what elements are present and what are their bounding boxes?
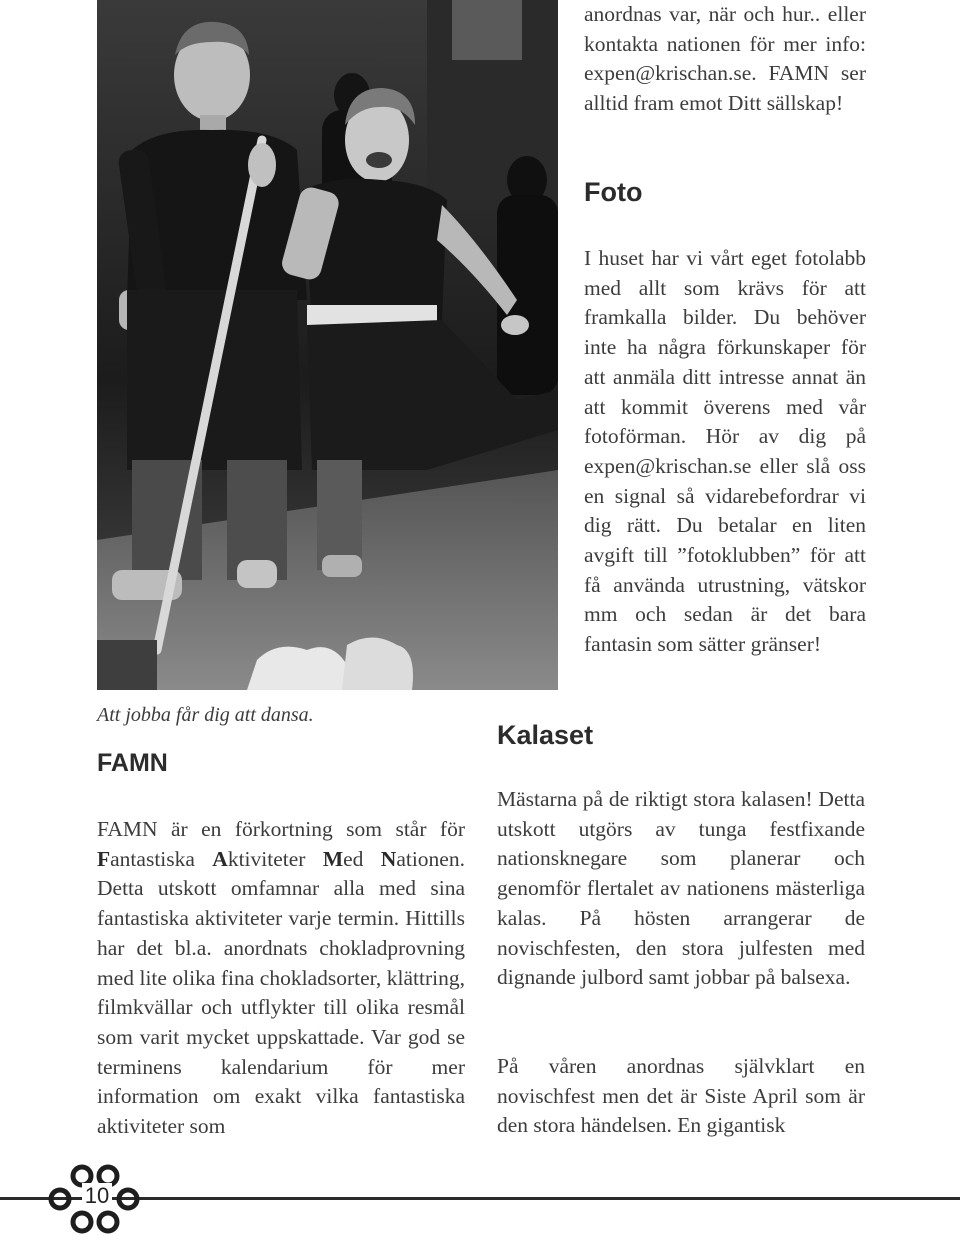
famn-continuation-paragraph: anordnas var, när och hur.. eller kontakta nationen för mer info: expen@krischan.se. FAMN ser alltid fram emot Ditt sällskap!: [584, 2, 866, 116]
famn-word-f: antastiska: [110, 846, 213, 871]
famn-paragraph: [97, 815, 465, 1142]
famn-initial-a: A: [212, 846, 228, 871]
famn-body: [97, 815, 465, 1142]
famn-word-a: ktiviteter: [227, 846, 323, 871]
kalaset-body-2: [497, 1052, 865, 1141]
page-number: 10: [82, 1183, 112, 1209]
famn-heading: FAMN: [97, 749, 168, 777]
kalaset-heading: Kalaset: [497, 720, 594, 750]
foto-heading: Foto: [584, 177, 643, 207]
famn-initial-n: N: [380, 846, 397, 871]
footer-rule: [0, 1197, 960, 1200]
famn-text-start: FAMN är en förkortning som står för: [97, 817, 465, 841]
famn-word-n: ationen.: [396, 846, 465, 871]
kalaset-paragraph-2: På våren anordnas självklart en novischfest men det är Siste April som är den stora händelsen. En gigantisk: [497, 1054, 865, 1138]
famn-text-rest: Detta utskott omfamnar alla med sina fantastiska aktiviteter varje termin. Hittills har det bl.a. anordnats chokladprovning med lite olika fina chokladsorter, klättring, filmkvällar och utflykter till olika resmål som varit mycket uppskattade. Var god se terminens kalendarium för mer information om exakt vilka fantastiska aktiviteter som: [97, 876, 465, 1139]
famn-initial-f: F: [97, 846, 111, 871]
photo-caption: Att jobba får dig att dansa.: [97, 704, 314, 726]
dancing-photo: [97, 0, 558, 690]
right-column-foto: [584, 244, 866, 660]
kalaset-paragraph-1: Mästarna på de riktigt stora kalasen! Detta utskott utgörs av tunga festfixande nationsknegare som planerar och genomför flertalet av nationens mästerliga kalas. På hösten arrangerar de novischfesten, den stora julfesten med dignande julbord samt jobbar på balsexa.: [497, 787, 865, 990]
famn-word-m: ed: [343, 846, 381, 871]
right-column-intro: [584, 0, 866, 119]
famn-initial-m: M: [322, 846, 344, 871]
foto-paragraph: I huset har vi vårt eget fotolabb med allt som krävs för att framkalla bilder. Du behöver inte ha några förkunskaper för att anmäla ditt intresse annat än att kommit överens med vår fotoförman. Hör av dig på expen@krischan.se eller slå oss en signal så vidarebefordrar vi dig rätt. Du betalar en liten avgift till ”fotoklubben” för att få använda utrustning, vätskor mm och sedan är det bara fantasin som sätter gränser!: [584, 246, 866, 657]
kalaset-body: [497, 785, 865, 993]
